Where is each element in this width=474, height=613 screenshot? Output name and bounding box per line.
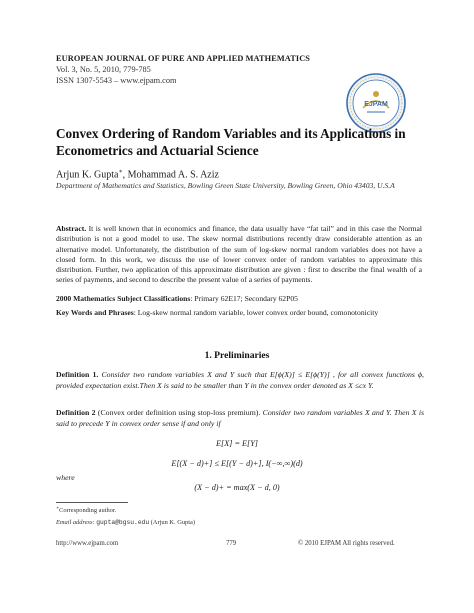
- abstract-text: It is well known that in economics and finance, the data usually have “fat tail” and in this case the Normal distribution is not a good model to use. The skew normal distributions recently draw considerable attention as an alternative model. Unfortunately, the distribution of the sum of log-skew normal random variables does not have a closed form. In this work, we discuss the use of lower convex order of random variables to approximate this distribution. Further, two application of this approximate distribution are given : first to describe the final wealth of a series of payments, and second to describe the present value of a series of payments.: [56, 224, 422, 285]
- journal-issn: ISSN 1307-5543 – www.ejpam.com: [56, 76, 177, 85]
- footnote-email: [56, 519, 195, 526]
- msc-classification: [56, 294, 422, 304]
- definition-1: [56, 369, 424, 391]
- author-line: [56, 168, 219, 180]
- section-heading: 1. Preliminaries: [204, 350, 270, 361]
- definition-2: [56, 407, 424, 429]
- footer-url[interactable]: http://www.ejpam.com: [56, 540, 119, 547]
- where-text: where: [56, 473, 75, 482]
- definition-2-paren: (Convex order definition using stop-loss premium).: [97, 408, 261, 417]
- abstract: [56, 224, 422, 286]
- author-separator: ,: [122, 169, 128, 181]
- footnote-corresponding-text: Corresponding author.: [59, 507, 117, 515]
- definition-1-text: Consider two random variables X and Y such that E[ϕ(X)] ≤ E[ϕ(Y)] , for all convex functions ϕ, provided expectation exist.Then X is said to be smaller than Y in the convex order denoted as X ≤cx Y.: [56, 370, 425, 390]
- abstract-label: Abstract.: [56, 224, 87, 233]
- journal-header: [56, 53, 310, 86]
- definition-1-label: Definition 1.: [56, 370, 99, 379]
- logo-text: EJPAM: [364, 101, 388, 108]
- definition-2-label: Definition 2: [56, 408, 96, 417]
- journal-volume: Vol. 3, No. 5, 2010, 779-785: [56, 65, 151, 74]
- article-title: Convex Ordering of Random Variables and its Applications in Econometrics and Actuarial Science: [56, 126, 406, 158]
- definition-2-text: Consider two random variables X and Y. Then X is said to precede Y in convex order sense if and only if: [56, 408, 425, 428]
- footnote-rule: [56, 502, 128, 503]
- email-address[interactable]: gupta@bgsu.edu: [96, 519, 150, 526]
- equation-1: E[X] = E[Y]: [216, 439, 258, 448]
- equation-3: (X − d)+ = max(X − d, 0): [194, 483, 280, 492]
- affiliation: Department of Mathematics and Statistics, Bowling Green State University, Bowling Green, Ohio 43403, U.S.A: [56, 181, 395, 190]
- email-name: (Arjun K. Gupta): [150, 519, 195, 526]
- author-2: Mohammad A. S. Aziz: [127, 169, 219, 181]
- page-number: 779: [226, 540, 237, 547]
- keywords: [56, 308, 422, 318]
- footnote-mark: ∗: [56, 505, 60, 510]
- msc-text: : Primary 62E17; Secondary 62P05: [190, 294, 298, 303]
- keywords-label: Key Words and Phrases: [56, 308, 134, 317]
- author-1: Arjun K. Gupta: [56, 169, 119, 181]
- email-label: Email address:: [56, 519, 95, 526]
- corresponding-mark: ∗: [118, 169, 123, 175]
- footnote-corresponding: [56, 505, 116, 514]
- msc-label: 2000 Mathematics Subject Classifications: [56, 294, 191, 303]
- footer-copyright: © 2010 EJPAM All rights reserved.: [298, 540, 395, 547]
- equation-2: E[(X − d)+] ≤ E[(Y − d)+], I(−∞,∞)(d): [171, 459, 303, 468]
- keywords-text: : Log-skew normal random variable, lower convex order bound, comonotonicity: [133, 308, 379, 317]
- journal-name: EUROPEAN JOURNAL OF PURE AND APPLIED MATHEMATICS: [56, 54, 311, 63]
